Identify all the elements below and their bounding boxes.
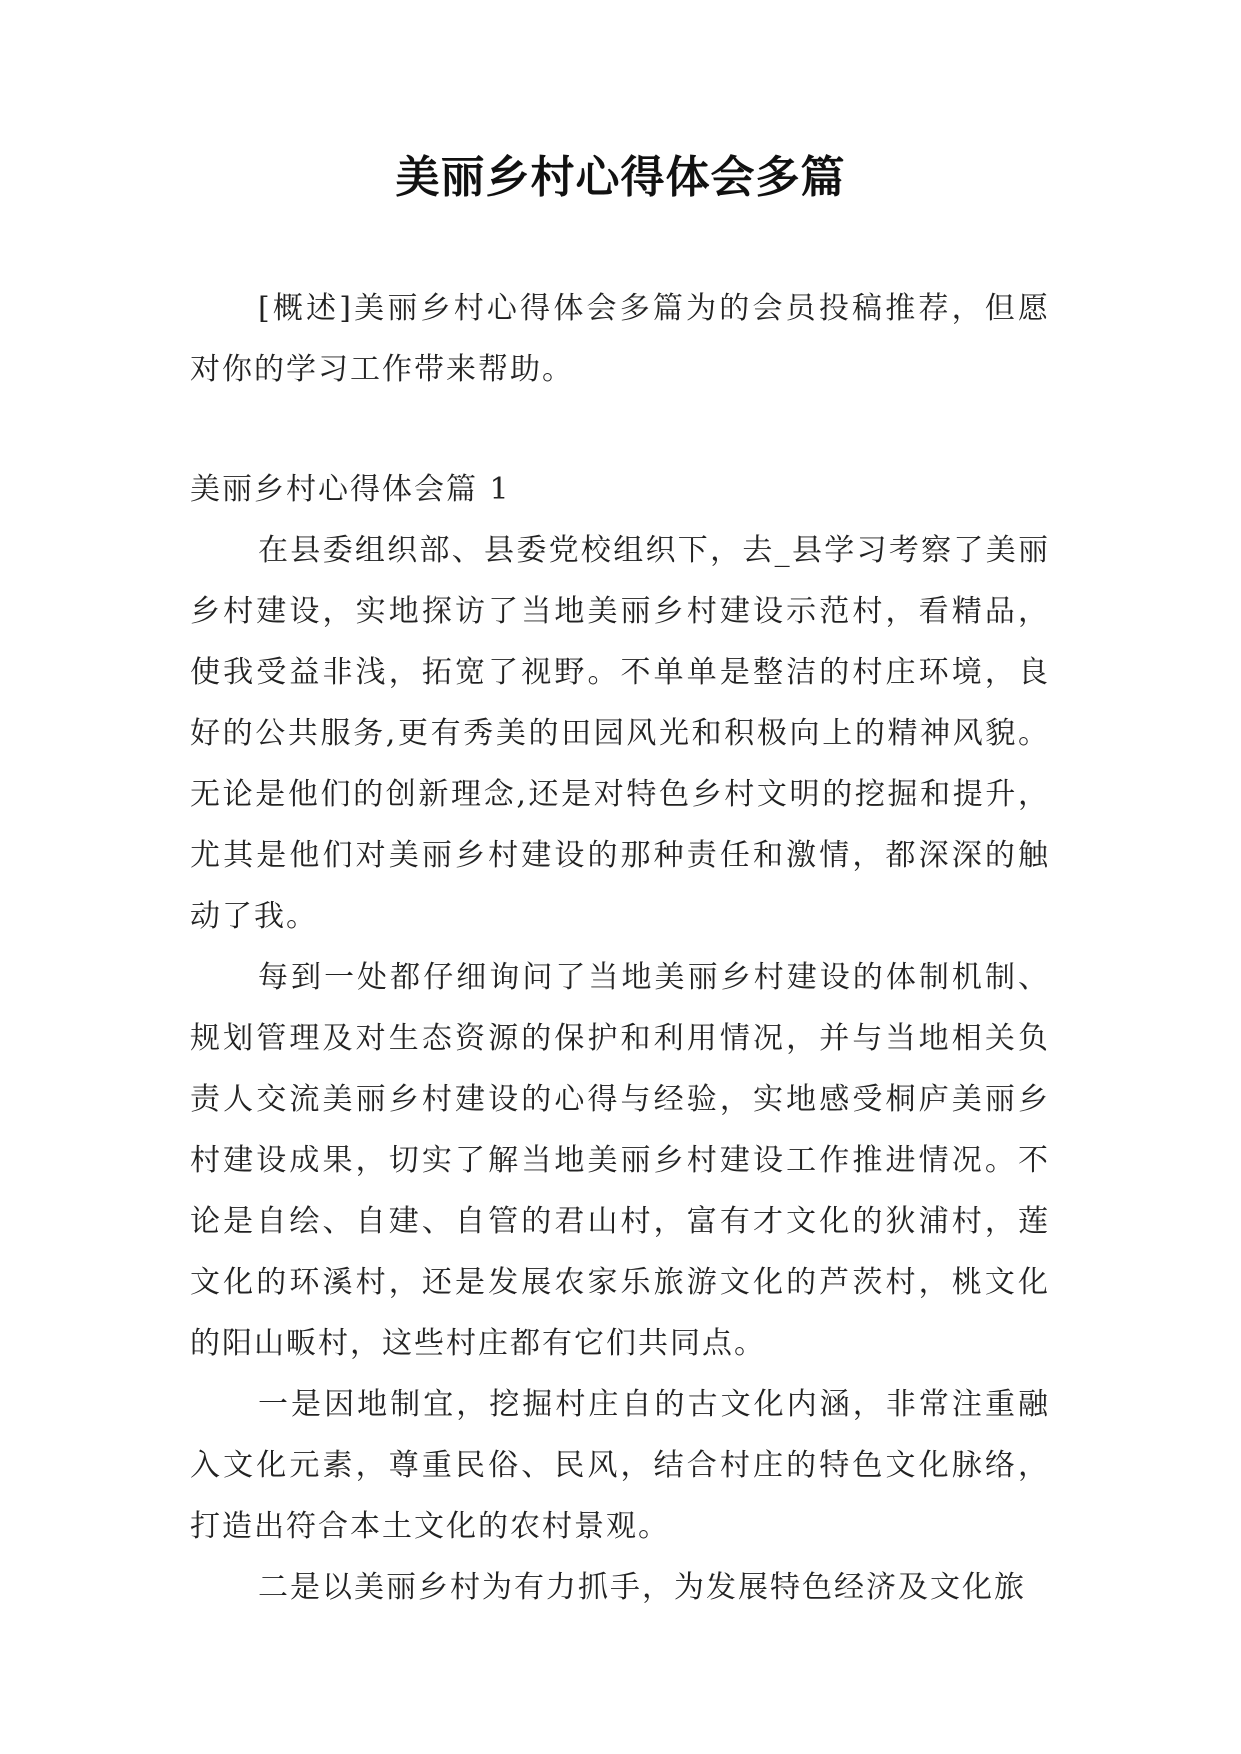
abstract-paragraph: [概述]美丽乡村心得体会多篇为的会员投稿推荐，但愿对你的学习工作带来帮助。 (190, 291, 1050, 387)
body-paragraph: 二是以美丽乡村为有力抓手，为发展特色经济及文化旅 (258, 1570, 1026, 1605)
body-paragraph: 在县委组织部、县委党校组织下，去_县学习考察了美丽乡村建设，实地探访了当地美丽乡村建设示范村，看精品，使我受益非浅，拓宽了视野。不单单是整洁的村庄环境，良好的公共服务,更有秀美的田园风光和积极向上的精神风貌。无论是他们的创新理念,还是对特色乡村文明的挖掘和提升，尤其是他们对美丽乡村建设的那种责任和激情，都深深的触动了我。 (190, 533, 1050, 934)
body-paragraph: 每到一处都仔细询问了当地美丽乡村建设的体制机制、规划管理及对生态资源的保护和利用情况，并与当地相关负责人交流美丽乡村建设的心得与经验，实地感受桐庐美丽乡村建设成果，切实了解当地美丽乡村建设工作推进情况。不论是自绘、自建、自管的君山村，富有才文化的狄浦村，莲文化的环溪村，还是发展农家乐旅游文化的芦茨村，桃文化的阳山畈村，这些村庄都有它们共同点。 (190, 960, 1050, 1361)
document-title: 美丽乡村心得体会多篇 (395, 152, 846, 203)
section-heading: 美丽乡村心得体会篇 1 (190, 472, 511, 507)
body-text (190, 520, 1050, 1618)
body-paragraph: 一是因地制宜，挖掘村庄自的古文化内涵，非常注重融入文化元素，尊重民俗、民风，结合村庄的特色文化脉络，打造出符合本土文化的农村景观。 (190, 1387, 1050, 1544)
